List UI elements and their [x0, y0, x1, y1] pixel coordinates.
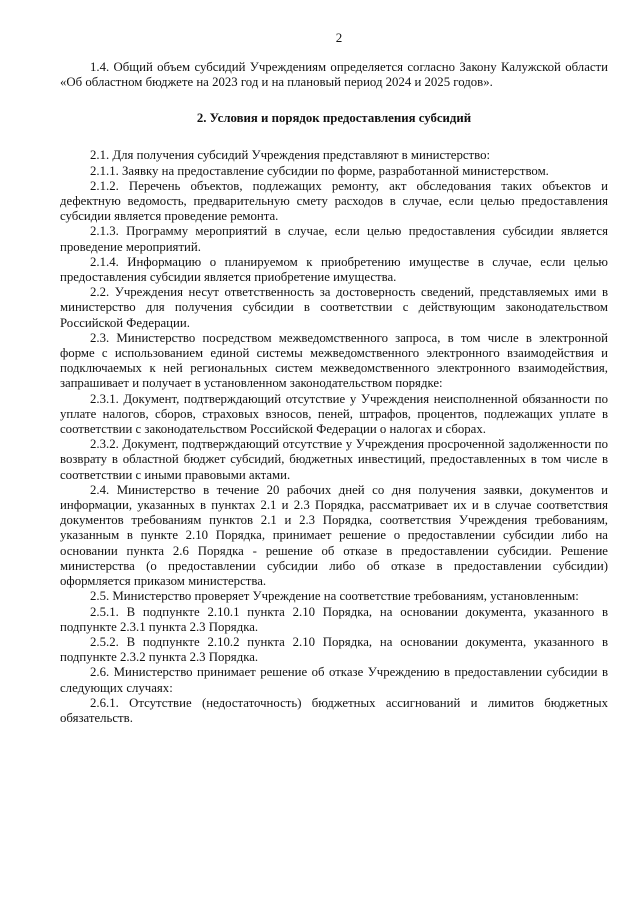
paragraph-2-3-1: 2.3.1. Документ, подтверждающий отсутствие у Учреждения неисполненной обязанности по уплате налогов, сборов, страховых взносов, пеней, штрафов, процентов, подлежащих уплате в соответствии с законодательством Российской Федерации о налогах и сборах.: [60, 391, 608, 437]
paragraph-2-6: 2.6. Министерство принимает решение об отказе Учреждению в предоставлении субсидии в следующих случаях:: [60, 665, 608, 695]
paragraph-2-3: 2.3. Министерство посредством межведомственного запроса, в том числе в электронной форме с использованием единой системы межведомственного электронного взаимодействия и подключаемых к ней региональных систем межведомственного электронного взаимодействия, запрашивает и получает в установленном законодательством порядке:: [60, 330, 608, 391]
paragraph-2-1-3: 2.1.3. Программу мероприятий в случае, если целью предоставления субсидии является проведение мероприятий.: [60, 224, 608, 254]
paragraph-2-4: 2.4. Министерство в течение 20 рабочих дней со дня получения заявки, документов и информации, указанных в пунктах 2.1 и 2.3 Порядка, рассматривает их и в случае соответствия документов требованиям пунктов 2.1 и 2.3 Порядка, соответствия Учреждения требованиям, указанным в пункте 2.10 Порядка, принимает решение о предоставлении субсидии либо на основании пункта 2.6 Порядка - решение об отказе в предоставлении субсидии. Решение министерства (о предоставлении субсидии либо об отказе в предоставлении субсидии) оформляется приказом министерства.: [60, 482, 608, 589]
paragraph-2-1: 2.1. Для получения субсидий Учреждения представляют в министерство:: [90, 148, 491, 163]
paragraph-2-1-4: 2.1.4. Информацию о планируемом к приобретению имуществе в случае, если целью предоставления субсидии является приобретение имущества.: [60, 254, 608, 285]
paragraph-2-3-2: 2.3.2. Документ, подтверждающий отсутствие у Учреждения просроченной задолженности по возврату в областной бюджет субсидий, бюджетных инвестиций, предоставленных в том числе в соответствии с иными правовыми актами.: [60, 437, 608, 482]
page-number: 2: [335, 30, 343, 45]
paragraph-2-1-2: 2.1.2. Перечень объектов, подлежащих ремонту, акт обследования таких объектов и дефектную ведомость, предварительную смету расходов в случае, если целью предоставления субсидии является проведение ремонта.: [60, 178, 608, 224]
section-heading: 2. Условия и порядок предоставления субсидий: [196, 111, 472, 126]
paragraph-2-6-1: 2.6.1. Отсутствие (недостаточность) бюджетных ассигнований и лимитов бюджетных обязательств.: [60, 695, 608, 725]
paragraph-2-1-1: 2.1.1. Заявку на предоставление субсидии по форме, разработанной министерством.: [90, 163, 549, 178]
paragraph-1-4: 1.4. Общий объем субсидий Учреждениям определяется согласно Закону Калужской области «Об областном бюджете на 2023 год и на плановый период 2024 и 2025 годов».: [60, 60, 608, 90]
paragraph-2-5-1: 2.5.1. В подпункте 2.10.1 пункта 2.10 Порядка, на основании документа, указанного в подпункте 2.3.1 пункта 2.3 Порядка.: [60, 604, 608, 634]
paragraph-2-2: 2.2. Учреждения несут ответственность за достоверность сведений, представляемых ими в министерство для получения субсидии в соответствии с действующим законодательством Российской Федерации.: [60, 285, 608, 330]
paragraph-2-5-2: 2.5.2. В подпункте 2.10.2 пункта 2.10 Порядка, на основании документа, указанного в подпункте 2.3.2 пункта 2.3 Порядка.: [60, 634, 608, 665]
document-page: [60, 28, 608, 888]
paragraph-2-5: 2.5. Министерство проверяет Учреждение на соответствие требованиям, установленным:: [90, 589, 579, 604]
